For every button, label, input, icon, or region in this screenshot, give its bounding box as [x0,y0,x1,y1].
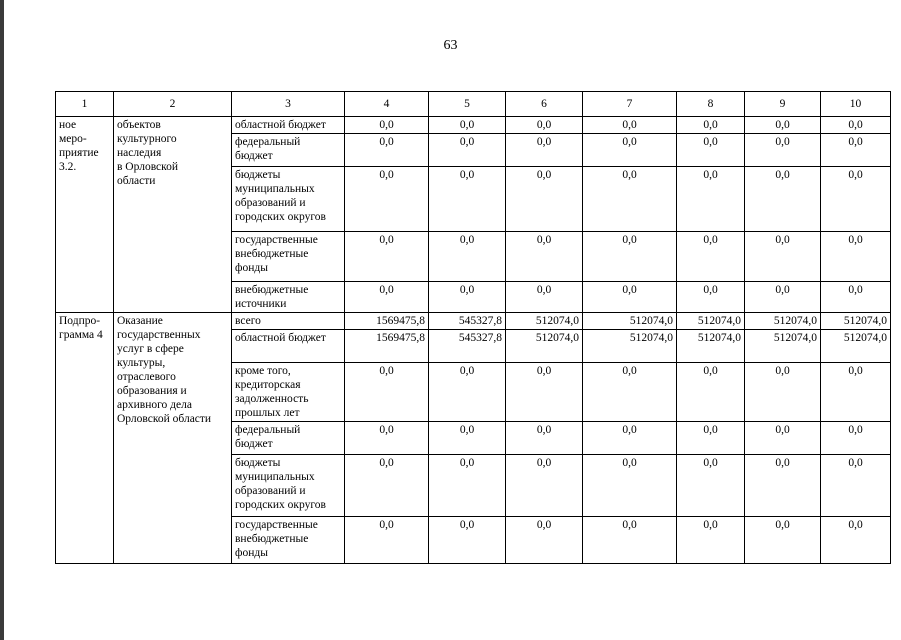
cell-line: областной бюджет [235,332,326,344]
cell-line: образований и [235,197,306,209]
cell-line: бюджет [235,150,273,162]
value-cell: 545327,8 [429,313,506,330]
value-cell: 0,0 [677,282,745,313]
cell-line: муниципальных [235,471,315,483]
value-cell: 0,0 [677,422,745,455]
value-cell: 0,0 [429,422,506,455]
cell-line: отраслевого [117,371,176,383]
cell-line: в Орловской [117,161,179,173]
value-cell: 0,0 [429,232,506,282]
value-cell: 0,0 [345,134,429,167]
funding-source-cell [232,313,345,330]
funding-source-cell [232,282,345,313]
cell-line: всего [235,315,261,327]
header-cell-2: 2 [114,92,232,117]
value-cell: 0,0 [506,455,583,517]
value-cell: 0,0 [429,167,506,232]
value-cell: 0,0 [821,517,891,564]
value-cell: 0,0 [583,167,677,232]
cell-line: фонды [235,262,268,274]
value-cell: 0,0 [506,117,583,134]
value-cell: 0,0 [821,455,891,517]
cell-line: области [117,175,156,187]
cell-line: наследия [117,147,162,159]
value-cell: 512074,0 [583,330,677,363]
value-cell: 0,0 [506,517,583,564]
value-cell: 0,0 [745,422,821,455]
value-cell: 0,0 [506,232,583,282]
cell-line: городских округов [235,211,326,223]
value-cell: 0,0 [821,363,891,422]
value-cell: 0,0 [821,134,891,167]
cell-line: приятие [59,147,99,159]
value-cell: 0,0 [583,517,677,564]
value-cell: 0,0 [345,422,429,455]
value-cell: 512074,0 [506,313,583,330]
value-cell: 0,0 [583,363,677,422]
value-cell: 0,0 [745,134,821,167]
cell-line: меро- [59,133,87,145]
cell-line: областной бюджет [235,119,326,131]
value-cell: 0,0 [583,422,677,455]
value-cell: 0,0 [677,134,745,167]
value-cell: 512074,0 [506,330,583,363]
cell-line: внебюджетные [235,284,309,296]
cell-line: городских округов [235,499,326,511]
cell-line: внебюджетные [235,533,309,545]
funding-source-cell [232,455,345,517]
value-cell: 0,0 [745,167,821,232]
value-cell: 0,0 [506,134,583,167]
value-cell: 0,0 [677,455,745,517]
cell-line: услуг в сфере [117,343,184,355]
value-cell: 512074,0 [677,330,745,363]
cell-line: бюджеты [235,457,281,469]
value-cell: 1569475,8 [345,330,429,363]
value-cell: 0,0 [677,517,745,564]
cell-line: 3.2. [59,161,77,173]
value-cell: 0,0 [506,167,583,232]
value-cell: 0,0 [429,455,506,517]
value-cell: 0,0 [345,363,429,422]
cell-line: Оказание [117,315,163,327]
header-cell-8: 8 [677,92,745,117]
header-cell-3: 3 [232,92,345,117]
value-cell: 0,0 [677,232,745,282]
value-cell: 0,0 [583,134,677,167]
value-cell: 512074,0 [677,313,745,330]
value-cell: 0,0 [429,282,506,313]
table-row [56,117,891,134]
value-cell: 0,0 [583,282,677,313]
header-cell-1: 1 [56,92,114,117]
value-cell: 512074,0 [583,313,677,330]
funding-source-cell [232,232,345,282]
funding-source-cell [232,330,345,363]
cell-line: задолженность [235,393,309,405]
value-cell: 0,0 [745,517,821,564]
value-cell: 0,0 [345,517,429,564]
cell-line: государственные [235,519,318,531]
program-name-cell [114,117,232,313]
value-cell: 0,0 [745,117,821,134]
cell-line: прошлых лет [235,407,300,419]
program-code-cell [56,117,114,313]
funding-source-cell [232,422,345,455]
cell-line: кроме того, [235,365,291,377]
value-cell: 0,0 [506,363,583,422]
value-cell: 0,0 [821,232,891,282]
cell-line: грамма 4 [59,329,103,341]
cell-line: бюджет [235,438,273,450]
cell-line: объектов [117,119,161,131]
value-cell: 0,0 [345,117,429,134]
header-cell-5: 5 [429,92,506,117]
value-cell: 545327,8 [429,330,506,363]
value-cell: 0,0 [677,167,745,232]
cell-line: федеральный [235,424,301,436]
funding-source-cell [232,134,345,167]
value-cell: 0,0 [745,363,821,422]
cell-line: государственных [117,329,201,341]
header-cell-6: 6 [506,92,583,117]
value-cell: 0,0 [677,363,745,422]
budget-table [55,91,891,564]
cell-line: ное [59,119,77,131]
table-row [56,313,891,330]
page-left-edge [0,0,4,640]
value-cell: 0,0 [583,117,677,134]
cell-line: Подпро- [59,315,101,327]
value-cell: 0,0 [345,455,429,517]
header-cell-4: 4 [345,92,429,117]
cell-line: государственные [235,234,318,246]
value-cell: 0,0 [506,282,583,313]
value-cell: 0,0 [821,282,891,313]
value-cell: 0,0 [506,422,583,455]
value-cell: 0,0 [821,117,891,134]
program-code-cell [56,313,114,564]
funding-source-cell [232,117,345,134]
value-cell: 0,0 [429,117,506,134]
value-cell: 0,0 [745,232,821,282]
value-cell: 0,0 [821,422,891,455]
cell-line: фонды [235,547,268,559]
cell-line: федеральный [235,136,301,148]
value-cell: 512074,0 [821,330,891,363]
cell-line: бюджеты [235,169,281,181]
cell-line: Орловской области [117,413,212,425]
value-cell: 0,0 [677,117,745,134]
value-cell: 0,0 [345,167,429,232]
header-cell-10: 10 [821,92,891,117]
value-cell: 0,0 [345,282,429,313]
cell-line: образований и [235,485,306,497]
value-cell: 1569475,8 [345,313,429,330]
value-cell: 0,0 [821,167,891,232]
value-cell: 0,0 [583,455,677,517]
cell-line: архивного дела [117,399,192,411]
cell-line: муниципальных [235,183,315,195]
header-cell-7: 7 [583,92,677,117]
page-number: 63 [443,38,458,53]
cell-line: внебюджетные [235,248,309,260]
value-cell: 0,0 [745,455,821,517]
header-row [56,92,891,117]
value-cell: 0,0 [429,363,506,422]
value-cell: 0,0 [745,282,821,313]
cell-line: источники [235,298,287,310]
header-cell-9: 9 [745,92,821,117]
cell-line: образования и [117,385,187,397]
value-cell: 512074,0 [745,330,821,363]
value-cell: 0,0 [429,134,506,167]
value-cell: 0,0 [429,517,506,564]
cell-line: кредиторская [235,379,301,391]
value-cell: 512074,0 [745,313,821,330]
cell-line: культурного [117,133,177,145]
funding-source-cell [232,517,345,564]
value-cell: 512074,0 [821,313,891,330]
cell-line: культуры, [117,357,166,369]
program-name-cell [114,313,232,564]
value-cell: 0,0 [583,232,677,282]
funding-source-cell [232,363,345,422]
funding-source-cell [232,167,345,232]
value-cell: 0,0 [345,232,429,282]
